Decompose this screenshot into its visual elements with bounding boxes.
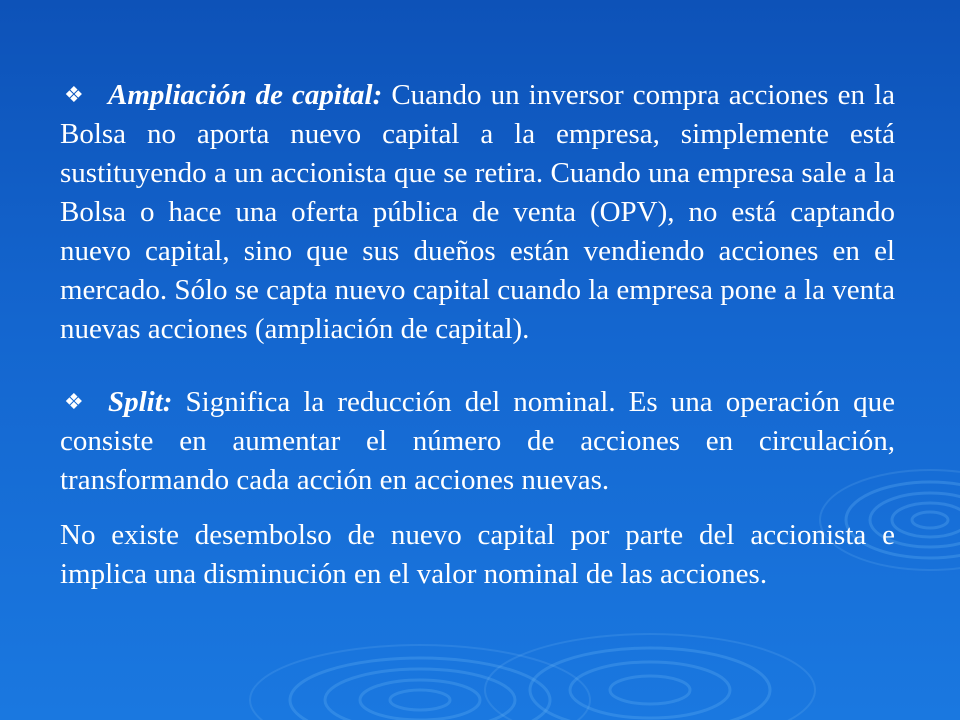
paragraph-ampliacion-de-capital <box>60 76 895 349</box>
four-diamond-bullet-icon: ❖ <box>64 83 84 108</box>
definition-split: Significa la reducción del nominal. Es una operación que consiste en aumentar el número de acciones en circulación, transformando cada acción en acciones nuevas. <box>60 386 895 496</box>
term-split: Split: <box>108 386 173 418</box>
paragraph-split <box>60 383 895 500</box>
four-diamond-bullet-icon: ❖ <box>64 390 84 415</box>
paragraph-desembolso <box>60 516 895 594</box>
term-ampliacion-de-capital: Ampliación de capital: <box>108 79 383 111</box>
slide-content <box>60 76 895 594</box>
text-desembolso: No existe desembolso de nuevo capital por parte del accionista e implica una disminución en el valor nominal de las acciones. <box>60 519 895 590</box>
definition-ampliacion-de-capital: Cuando un inversor compra acciones en la Bolsa no aporta nuevo capital a la empresa, simplemente está sustituyendo a un accionista que se retira. Cuando una empresa sale a la Bolsa o hace una oferta pública de venta (OPV), no está captando nuevo capital, sino que sus dueños están vendiendo acciones en el mercado. Sólo se capta nuevo capital cuando la empresa pone a la venta nuevas acciones (ampliación de capital). <box>60 79 896 345</box>
